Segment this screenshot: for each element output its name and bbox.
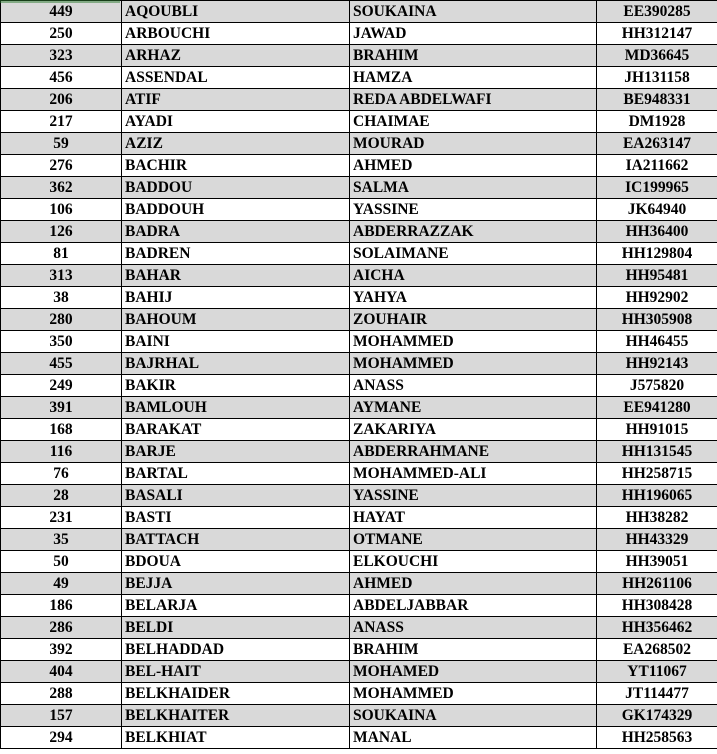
- id-cell[interactable]: 249: [1, 375, 122, 397]
- id-cell[interactable]: 250: [1, 23, 122, 45]
- document-number-cell[interactable]: JT114477: [597, 683, 717, 705]
- document-number-cell[interactable]: HH46455: [597, 331, 717, 353]
- id-cell[interactable]: 217: [1, 111, 122, 133]
- first-name-cell[interactable]: SOUKAINA: [350, 705, 597, 727]
- first-name-cell[interactable]: SALMA: [350, 177, 597, 199]
- table-row: [1, 595, 717, 617]
- document-number-cell[interactable]: HH258563: [597, 727, 717, 749]
- last-name-cell[interactable]: BARTAL: [122, 463, 350, 485]
- first-name-cell[interactable]: ABDERRAZZAK: [350, 221, 597, 243]
- document-number-cell[interactable]: YT11067: [597, 661, 717, 683]
- first-name-cell[interactable]: ZOUHAIR: [350, 309, 597, 331]
- last-name-cell[interactable]: BELKHAIDER: [122, 683, 350, 705]
- id-cell[interactable]: 157: [1, 705, 122, 727]
- last-name-cell[interactable]: BAINI: [122, 331, 350, 353]
- document-number-cell[interactable]: HH39051: [597, 551, 717, 573]
- table-row: [1, 89, 717, 111]
- id-cell[interactable]: 323: [1, 45, 122, 67]
- first-name-cell[interactable]: MOHAMMED: [350, 353, 597, 375]
- id-cell[interactable]: 126: [1, 221, 122, 243]
- first-name-cell[interactable]: ZAKARIYA: [350, 419, 597, 441]
- first-name-cell[interactable]: REDA ABDELWAFI: [350, 89, 597, 111]
- id-cell[interactable]: 76: [1, 463, 122, 485]
- id-cell[interactable]: 231: [1, 507, 122, 529]
- first-name-cell[interactable]: YASSINE: [350, 199, 597, 221]
- document-number-cell[interactable]: HH91015: [597, 419, 717, 441]
- table-row: [1, 265, 717, 287]
- last-name-cell[interactable]: BELKHAITER: [122, 705, 350, 727]
- id-cell[interactable]: 116: [1, 441, 122, 463]
- first-name-cell[interactable]: ABDELJABBAR: [350, 595, 597, 617]
- table-row: [1, 705, 717, 727]
- id-cell[interactable]: 50: [1, 551, 122, 573]
- table-row: [1, 1, 717, 23]
- first-name-cell[interactable]: BRAHIM: [350, 639, 597, 661]
- last-name-cell[interactable]: BADREN: [122, 243, 350, 265]
- first-name-cell[interactable]: ANASS: [350, 375, 597, 397]
- document-number-cell[interactable]: HH129804: [597, 243, 717, 265]
- last-name-cell[interactable]: BEJJA: [122, 573, 350, 595]
- cell-selection-marker: [0, 0, 120, 3]
- last-name-cell[interactable]: BASALI: [122, 485, 350, 507]
- last-name-cell[interactable]: BARJE: [122, 441, 350, 463]
- first-name-cell[interactable]: AYMANE: [350, 397, 597, 419]
- first-name-cell[interactable]: MOHAMMED: [350, 683, 597, 705]
- table-row: [1, 485, 717, 507]
- id-cell[interactable]: 49: [1, 573, 122, 595]
- first-name-cell[interactable]: MOHAMMED-ALI: [350, 463, 597, 485]
- id-cell[interactable]: 38: [1, 287, 122, 309]
- last-name-cell[interactable]: BADDOUH: [122, 199, 350, 221]
- id-cell[interactable]: 28: [1, 485, 122, 507]
- document-number-cell[interactable]: HH261106: [597, 573, 717, 595]
- first-name-cell[interactable]: OTMANE: [350, 529, 597, 551]
- document-number-cell[interactable]: JK64940: [597, 199, 717, 221]
- last-name-cell[interactable]: AYADI: [122, 111, 350, 133]
- document-number-cell[interactable]: HH95481: [597, 265, 717, 287]
- document-number-cell[interactable]: HH92902: [597, 287, 717, 309]
- document-number-cell[interactable]: HH38282: [597, 507, 717, 529]
- last-name-cell[interactable]: AQOUBLI: [122, 1, 350, 23]
- table-row: [1, 441, 717, 463]
- first-name-cell[interactable]: HAYAT: [350, 507, 597, 529]
- id-cell[interactable]: 286: [1, 617, 122, 639]
- first-name-cell[interactable]: AHMED: [350, 573, 597, 595]
- id-cell[interactable]: 455: [1, 353, 122, 375]
- document-number-cell[interactable]: MD36645: [597, 45, 717, 67]
- document-number-cell[interactable]: EA268502: [597, 639, 717, 661]
- document-number-cell[interactable]: BE948331: [597, 89, 717, 111]
- table-row: [1, 353, 717, 375]
- document-number-cell[interactable]: HH305908: [597, 309, 717, 331]
- document-number-cell[interactable]: HH258715: [597, 463, 717, 485]
- last-name-cell[interactable]: BEL-HAIT: [122, 661, 350, 683]
- table-row: [1, 111, 717, 133]
- table-row: [1, 199, 717, 221]
- first-name-cell[interactable]: AICHA: [350, 265, 597, 287]
- id-cell[interactable]: 59: [1, 133, 122, 155]
- table-row: [1, 331, 717, 353]
- document-number-cell[interactable]: HH308428: [597, 595, 717, 617]
- last-name-cell[interactable]: BARAKAT: [122, 419, 350, 441]
- document-number-cell[interactable]: GK174329: [597, 705, 717, 727]
- id-cell[interactable]: 449: [1, 1, 122, 23]
- last-name-cell[interactable]: BAKIR: [122, 375, 350, 397]
- document-number-cell[interactable]: DM1928: [597, 111, 717, 133]
- document-number-cell[interactable]: HH131545: [597, 441, 717, 463]
- last-name-cell[interactable]: BAHAR: [122, 265, 350, 287]
- document-number-cell[interactable]: EE941280: [597, 397, 717, 419]
- first-name-cell[interactable]: YASSINE: [350, 485, 597, 507]
- table-row: [1, 507, 717, 529]
- id-cell[interactable]: 206: [1, 89, 122, 111]
- table-row: [1, 155, 717, 177]
- document-number-cell[interactable]: HH196065: [597, 485, 717, 507]
- table-row: [1, 573, 717, 595]
- id-cell[interactable]: 288: [1, 683, 122, 705]
- id-cell[interactable]: 106: [1, 199, 122, 221]
- document-number-cell[interactable]: HH36400: [597, 221, 717, 243]
- id-cell[interactable]: 456: [1, 67, 122, 89]
- id-cell[interactable]: 392: [1, 639, 122, 661]
- first-name-cell[interactable]: SOUKAINA: [350, 1, 597, 23]
- first-name-cell[interactable]: MOURAD: [350, 133, 597, 155]
- first-name-cell[interactable]: CHAIMAE: [350, 111, 597, 133]
- table-row: [1, 617, 717, 639]
- last-name-cell[interactable]: BELARJA: [122, 595, 350, 617]
- table-row: [1, 463, 717, 485]
- last-name-cell[interactable]: BASTI: [122, 507, 350, 529]
- document-number-cell[interactable]: HH356462: [597, 617, 717, 639]
- last-name-cell[interactable]: BDOUA: [122, 551, 350, 573]
- document-number-cell[interactable]: J575820: [597, 375, 717, 397]
- first-name-cell[interactable]: ABDERRAHMANE: [350, 441, 597, 463]
- table-row: [1, 529, 717, 551]
- id-cell[interactable]: 280: [1, 309, 122, 331]
- first-name-cell[interactable]: BRAHIM: [350, 45, 597, 67]
- first-name-cell[interactable]: ELKOUCHI: [350, 551, 597, 573]
- last-name-cell[interactable]: BADRA: [122, 221, 350, 243]
- document-number-cell[interactable]: HH92143: [597, 353, 717, 375]
- table-row: [1, 67, 717, 89]
- first-name-cell[interactable]: MANAL: [350, 727, 597, 749]
- id-cell[interactable]: 404: [1, 661, 122, 683]
- table-row: [1, 221, 717, 243]
- id-cell[interactable]: 313: [1, 265, 122, 287]
- last-name-cell[interactable]: BAHIJ: [122, 287, 350, 309]
- first-name-cell[interactable]: HAMZA: [350, 67, 597, 89]
- table-row: [1, 397, 717, 419]
- first-name-cell[interactable]: AHMED: [350, 155, 597, 177]
- table-row: [1, 639, 717, 661]
- table-row: [1, 287, 717, 309]
- document-number-cell[interactable]: JH131158: [597, 67, 717, 89]
- last-name-cell[interactable]: ARBOUCHI: [122, 23, 350, 45]
- id-cell[interactable]: 276: [1, 155, 122, 177]
- first-name-cell[interactable]: MOHAMED: [350, 661, 597, 683]
- document-number-cell[interactable]: HH312147: [597, 23, 717, 45]
- table-row: [1, 243, 717, 265]
- id-cell[interactable]: 350: [1, 331, 122, 353]
- last-name-cell[interactable]: BELKHIAT: [122, 727, 350, 749]
- id-cell[interactable]: 186: [1, 595, 122, 617]
- table-row: [1, 45, 717, 67]
- id-cell[interactable]: 294: [1, 727, 122, 749]
- id-cell[interactable]: 391: [1, 397, 122, 419]
- first-name-cell[interactable]: MOHAMMED: [350, 331, 597, 353]
- last-name-cell[interactable]: BATTACH: [122, 529, 350, 551]
- id-cell[interactable]: 81: [1, 243, 122, 265]
- table-row: [1, 23, 717, 45]
- last-name-cell[interactable]: ASSENDAL: [122, 67, 350, 89]
- last-name-cell[interactable]: BELDI: [122, 617, 350, 639]
- last-name-cell[interactable]: BAHOUM: [122, 309, 350, 331]
- last-name-cell[interactable]: BELHADDAD: [122, 639, 350, 661]
- id-cell[interactable]: 35: [1, 529, 122, 551]
- last-name-cell[interactable]: BAMLOUH: [122, 397, 350, 419]
- document-number-cell[interactable]: EE390285: [597, 1, 717, 23]
- id-cell[interactable]: 168: [1, 419, 122, 441]
- table-row: [1, 727, 717, 749]
- first-name-cell[interactable]: SOLAIMANE: [350, 243, 597, 265]
- table-row: [1, 375, 717, 397]
- table-row: [1, 177, 717, 199]
- document-number-cell[interactable]: EA263147: [597, 133, 717, 155]
- last-name-cell[interactable]: BACHIR: [122, 155, 350, 177]
- last-name-cell[interactable]: AZIZ: [122, 133, 350, 155]
- table-body: [1, 1, 717, 749]
- table-row: [1, 419, 717, 441]
- table-row: [1, 309, 717, 331]
- last-name-cell[interactable]: ATIF: [122, 89, 350, 111]
- first-name-cell[interactable]: ANASS: [350, 617, 597, 639]
- table-row: [1, 683, 717, 705]
- last-name-cell[interactable]: BAJRHAL: [122, 353, 350, 375]
- last-name-cell[interactable]: ARHAZ: [122, 45, 350, 67]
- table-row: [1, 661, 717, 683]
- id-cell[interactable]: 362: [1, 177, 122, 199]
- document-number-cell[interactable]: IA211662: [597, 155, 717, 177]
- document-number-cell[interactable]: HH43329: [597, 529, 717, 551]
- last-name-cell[interactable]: BADDOU: [122, 177, 350, 199]
- document-number-cell[interactable]: IC199965: [597, 177, 717, 199]
- first-name-cell[interactable]: YAHYA: [350, 287, 597, 309]
- first-name-cell[interactable]: JAWAD: [350, 23, 597, 45]
- table-row: [1, 551, 717, 573]
- table-row: [1, 133, 717, 155]
